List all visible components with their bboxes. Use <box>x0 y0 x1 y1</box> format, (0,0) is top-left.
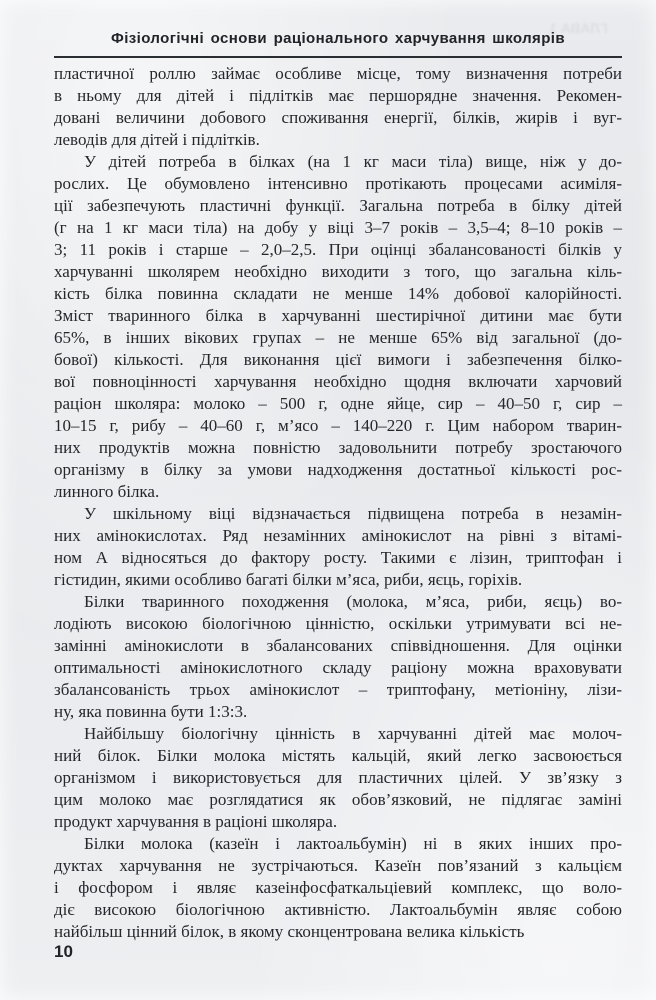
paragraph <box>54 503 622 591</box>
text-line: Найбільшу біологічну цінність в харчуванні дітей має молоч- <box>84 724 622 743</box>
text-line: раціон школяра: молоко – 500 г, одне яйце, сир – 40–50 г, сир – <box>54 394 622 413</box>
text-line: ну, яка повинна бути 1:3:3. <box>54 702 248 721</box>
paragraph <box>54 723 622 833</box>
text-line: найбільш цінний білок, в якому сконцентрована велика кількість <box>54 922 525 941</box>
text-line: вої повноцінності харчування необхідно щодня включати харчовий <box>54 372 622 391</box>
paragraph <box>54 63 622 151</box>
text-line: цим молоко має розглядатися як обов’язковий, не підлягає заміні <box>54 790 622 809</box>
text-line: ний білок. Білки молока містять кальцій, який легко засвоюється <box>54 746 622 765</box>
text-line: харчуванні школярем необхідно виходити з того, що загальна кіль- <box>54 262 622 281</box>
text-line: оптимальності амінокислотного складу раціону можна враховувати <box>54 658 622 677</box>
text-line: 65%, в інших вікових групах – не менше 65% від загальної (до- <box>54 328 622 347</box>
paragraph <box>54 591 622 723</box>
text-line: (г на 1 кг маси тіла) на добу у віці 3–7 років – 3,5–4; 8–10 років – <box>54 218 622 237</box>
text-line: Зміст тваринного білка в харчуванні шестирічної дитини має бути <box>54 306 622 325</box>
bleed-through-text: ГЛАВА 1 <box>549 20 608 36</box>
text-line: бової) кількості. Для виконання цієї вимоги і забезпечення білко- <box>54 350 622 369</box>
text-line: линного білка. <box>54 482 160 501</box>
text-line: організмом і використовується для пластичних цілей. У зв’язку з <box>54 768 622 787</box>
running-header: Фізіологічні основи раціонального харчування школярів <box>111 30 565 47</box>
header-rule <box>54 56 622 58</box>
text-line: замінні амінокислоти в збалансованих співвідношення. Для оцінки <box>54 636 622 655</box>
text-line: леводів для дітей і підлітків. <box>54 130 260 149</box>
text-line: Білки молока (казеїн і лактоальбумін) ні в яких інших про- <box>84 834 622 853</box>
paragraph <box>54 151 622 503</box>
text-line: лодіють високою біологічною цінністю, оскільки утримувати всі не- <box>54 614 622 633</box>
text-line: ном А відносяться до фактору росту. Такими є лізин, триптофан і <box>54 548 622 567</box>
text-line: і фосфором і являє казеінфосфаткальціевий комплекс, що воло- <box>54 878 622 897</box>
text-line: кість білка повинна складати не менше 14% добової калорійності. <box>54 284 622 303</box>
page-body <box>54 63 622 943</box>
text-line: організму в білку за умови надходження достатньої кількості рос- <box>54 460 622 479</box>
text-line: довані величини добового споживання енергії, білків, жирів і вуг- <box>54 108 622 127</box>
text-line: в ньому для дітей і підлітків має першорядне значення. Рекомен- <box>54 86 622 105</box>
text-line: них продуктів можна повністю задовольнити потребу зростаючого <box>54 438 622 457</box>
paragraph <box>54 833 622 943</box>
text-line: діє високою біологічною активністю. Лактоальбумін являє собою <box>54 900 622 919</box>
page-number: 10 <box>54 942 73 961</box>
text-line: них амінокислотах. Ряд незамінних амінокислот на рівні з вітамі- <box>54 526 622 545</box>
text-line: продукт харчування в раціоні школяра. <box>54 812 338 831</box>
text-line: У дітей потреба в білках (на 1 кг маси тіла) вище, ніж у до- <box>84 152 622 171</box>
text-line: У шкільному віці відзначається підвищена потреба в незамін- <box>84 504 622 523</box>
text-line: рослих. Це обумовлено інтенсивно протікають процесами асиміля- <box>54 174 622 193</box>
text-line: гістидин, якими особливо багаті білки м’яса, риби, яєць, горіхів. <box>54 570 523 589</box>
text-line: ції забезпечують пластичні функції. Загальна потреба в білку дітей <box>54 196 622 215</box>
text-line: пластичної роллю займає особливе місце, тому визначення потреби <box>54 64 622 83</box>
text-line: Білки тваринного походження (молока, м’яса, риби, яєць) во- <box>84 592 622 611</box>
text-line: 3; 11 років і старше – 2,0–2,5. При оцінці збалансованості білків у <box>54 240 622 259</box>
text-line: збалансованість трьох амінокислот – триптофану, метіоніну, лізи- <box>54 680 622 699</box>
text-line: 10–15 г, рибу – 40–60 г, м’ясо – 140–220 г. Цим набором тварин- <box>54 416 622 435</box>
text-line: дуктах харчування не зустрічаються. Казеїн пов’язаний з кальцієм <box>54 856 622 875</box>
